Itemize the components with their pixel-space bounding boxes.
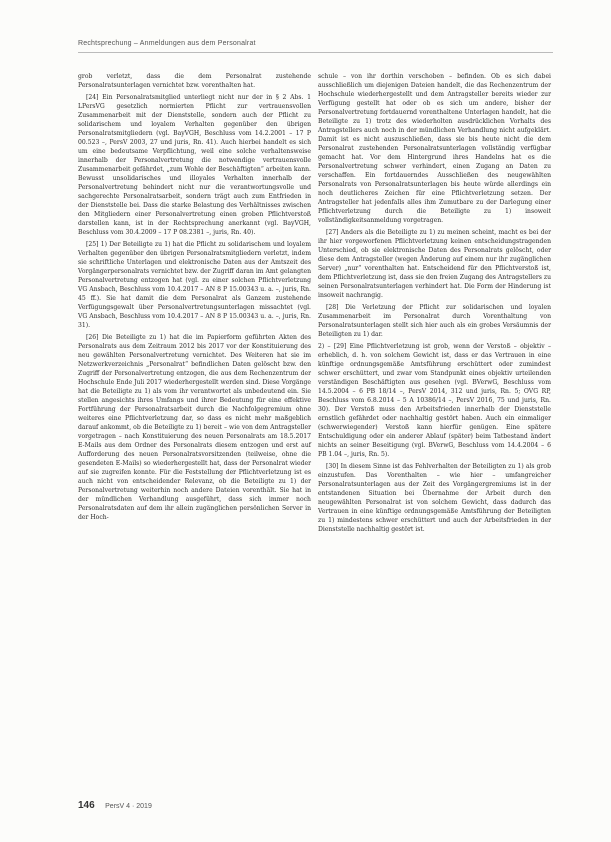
journal-issue: PersV 4 · 2019 <box>105 803 152 810</box>
paragraph: [28] Die Verletzung der Pflicht zur solidarischen und loyalen Zusammenarbeit im Personalrat durch Vorenthaltung von Personalratsunterlagen stellt sich hier auch als ein grobes Versäumnis der Beteiligten zu 1) dar. <box>318 304 551 338</box>
paragraph: [24] Ein Personalratsmitglied unterliegt nicht nur der in § 2 Abs. 1 LPersVG gesetzlich normierten Pflicht zur vertrauensvollen Zusammenarbeit mit der Dienststelle, sondern auch der Pflicht zu solidarischem und loyalem Verhalten gegenüber den übrigen Personalratsmitgliedern (vgl. BayVGH, Beschluss vom 14.2.2001 – 17 P 00.523 –, PersV 2003, 27 und juris, Rn. 41). Auch hierbei handelt es sich um eine bedeutsame Verpflichtung, weil eine solche verhaltensweise innerhalb der Personalvertretung die notwendige vertrauensvolle Zusammenarbeit gefährdet, „zum Wohle der Beschäftigten“ arbeiten kann. Bewusst unsolidarisches und illoyales Verhalten innerhalb der Personalvertretung behindert nicht nur die verantwortungsvolle und sachgerechte Personalratsarbeit, sondern trägt auch zum Entfrieden in der Dienststelle bei. Dass die starke Belastung des Verhältnisses zwischen den Mitgliedern einer Personalvertretung einen groben Pflichtverstoß darstellen kann, ist in der Rechtsprechung anerkannt (vgl. BayVGH, Beschluss vom 30.4.2009 – 17 P 08.2381 –, juris, Rn. 40). <box>78 94 311 236</box>
left-column <box>78 72 311 525</box>
paragraph: [26] Die Beteiligte zu 1) hat die im Papierform geführten Akten des Personalrats aus dem Zeitraum 2012 bis 2017 vor der Konstituierung des neu gewählten Personalvertretung vernichtet. Des Weiteren hat sie im Netzwerkverzeichnis „Personalrat“ befindlichen Daten gelöscht bzw. den Zugriff der Personalvertretung entzogen, die aus dem Rechenzentrum der Hochschule Ende Juli 2017 wiederhergestellt werden sind. Diese Vorgänge hat die Beteiligte zu 1) als vom ihr verantwortet als unbedeutend ein. Sie stellen angesichts ihres Umfangs und ihrer Bedeutung für eine effektive Fortführung der Personalratsarbeit durch die Nachfolgegremium ohne weiteres eine Pflichtverletzung dar, so dass es nicht mehr maßgeblich darauf ankommt, ob die Beteiligte zu 1) bereit – wie von dem Antragsteller vorgetragen – nach Konstituierung des neuen Personalrats am 18.5.2017 E-Mails aus dem Ordner des Personalrats diesem entzogen und erst auf Aufforderung des neuen Personalratsvorsitzenden (teilweise, ohne die gesendeten E-Mails) so wiederhergestellt hat, dass der Personalrat wieder auf sie zugreifen konnte. Für die Feststellung der Pflichtverletzung ist es auch nicht von entscheidender Relevanz, ob die Beteiligte zu 1) der Personalvertretung weiterhin noch andere Dateien vorenthält. Sie hat in der mündlichen Verhandlung ausgeführt, dass sich immer noch Personalratsdaten auf dem ihr allein zugänglichen persönlichen Server in der Hoch- <box>78 334 311 521</box>
paragraph: schule – von ihr dorthin verschoben – befinden. Ob es sich dabei ausschließlich um diejenigen Dateien handelt, die das Rechenzentrum der Hochschule wiederhergestellt und dem Antragsteller bereits wieder zur Verfügung gestellt hat oder ob es sich um andere, bisher der Personalvertretung fortdauernd vorenthaltene Unterlagen handelt, hat die Beteiligte zu 1) trotz des wiederholten ausdrücklichen Vorhalts des Antragstellers auch noch in der mündlichen Verhandlung nicht aufgeklärt. Damit ist es nicht auszuschließen, dass sie bis heute nicht die dem Personalrat zustehenden Personalratsunterlagen vollständig verfügbar gemacht hat. Vor dem Hintergrund ihres Handelns hat es die Personalvertretung schwer verhindert, einen Zugang an Daten zu verschaffen. Ein fortdauerndes Ausschließen des neugewählten Personalrats von Personalratsunterlagen bis heute würde allerdings ein noch deutlicheres Zeichen für eine Pflichtverletzung setzen. Der Antragsteller hat jedenfalls alles ihm Zumutbare zu der Darlegung einer Pflichtverletzung durch die Beteiligte zu 1) insoweit vollständigkeitsanmeldung vorgetragen. <box>318 73 551 224</box>
running-head: Rechtsprechung – Anmeldungen aus dem Personalrat <box>78 40 256 47</box>
paragraph: 2) – [29] Eine Pflichtverletzung ist grob, wenn der Verstoß – objektiv – erheblich, d. h. von solchem Gewicht ist, dass er das Vertrauen in eine künftige ordnungsgemäße Amtsführung erschüttert oder zumindest schwer erschüttert, und zwar vom Standpunkt eines objektiv urteilenden verständigen Beschäftigten aus gesehen (vgl. BVerwG, Beschluss vom 14.5.2004 – 6 PB 18/14 –, PersV 2014, 312 und juris, Rn. 5; OVG RP, Beschluss vom 6.8.2014 – 5 A 10386/14 –, PersV 2016, 75 und juris, Rn. 30). Der Verstoß muss den Arbeitsfrieden innerhalb der Dienststelle ernstlich gefährdet oder nachhaltig gestört haben. Auch ein einmaliger (schwerwiegender) Verstoß kann hierfür genügen. Eine spätere Entschuldigung oder ein anderer Ablauf (später) beim Tatbestand ändert nichts an seiner Beseitigung (vgl. BVerwG, Beschluss vom 14.4.2004 – 6 PB 1.04 –, juris, Rn. 5). <box>318 343 551 458</box>
paragraph: [27] Anders als die Beteiligte zu 1) zu meinen scheint, macht es bei der ihr hier vorgeworfenen Pflichtverletzung keinen entscheidungstragenden Unterschied, ob sie elektronische Daten des Personalrats gelöscht, oder diese dem Antragsteller (wegen Änderung auf einem nur ihr zugänglichen Server) „nur“ vorenthalten hat. Entscheidend für den Pflichtverstoß ist, dem Pflichtverletzung ist, dass sie den freien Zugang des Antragstellers zu seinen Personalratsunterlagen verhindert hat. Die Form der Hinderung ist insoweit nachrangig. <box>318 229 551 299</box>
paragraph: grob verletzt, dass die dem Personalrat zustehende Personalratsunterlagen vernichtet bzw. vorenthalten hat. <box>78 73 311 89</box>
right-column <box>318 72 551 537</box>
header-rule <box>78 52 553 53</box>
paragraph: [30] In diesem Sinne ist das Fehlverhalten der Beteiligten zu 1) als grob einzustufen. Das Vorenthalten – wie hier – umfangreicher Personalratsunterlagen aus der Zeit des Vorgängergremiums ist in der entstandenen Situation bei Übernahme der Arbeit durch den neugewählten Personalrat ist von solchem Gewicht, dass dadurch das Vertrauen in eine künftige ordnungsgemäße Amtsführung der Beteiligten zu 1) mindestens schwer erschüttert und auch der Arbeitsfrieden in der Dienststelle nachhaltig gestört ist. <box>318 463 551 533</box>
paragraph: [25] 1) Der Beteiligte zu 1) hat die Pflicht zu solidarischem und loyalem Verhalten gegenüber den übrigen Personalratsmitgliedern verletzt, indem sie schriftliche Unterlagen und elektronische Daten aus der Amtszeit des Vorgängerpersonalrats vernichtet bzw. der Zugriff daran im Amt gelangten Personalvertretung entzogen hat (vgl. zu einer solchen Pflichtverletzung VG Ansbach, Beschluss vom 10.4.2017 – AN 8 P 15.00343 u. a. –, juris, Rn. 45 ff.). Sie hat damit die dem Personalrat als Ganzem zustehende Verfügungsgewalt über Personalvertretungsunterlagen missachtet (vgl. VG Ansbach, Beschluss vom 10.4.2017 – AN 8 P 15.00343 u. a. –, juris, Rn. 31). <box>78 241 311 329</box>
page-footer <box>78 795 152 813</box>
page-number: 146 <box>78 800 95 811</box>
